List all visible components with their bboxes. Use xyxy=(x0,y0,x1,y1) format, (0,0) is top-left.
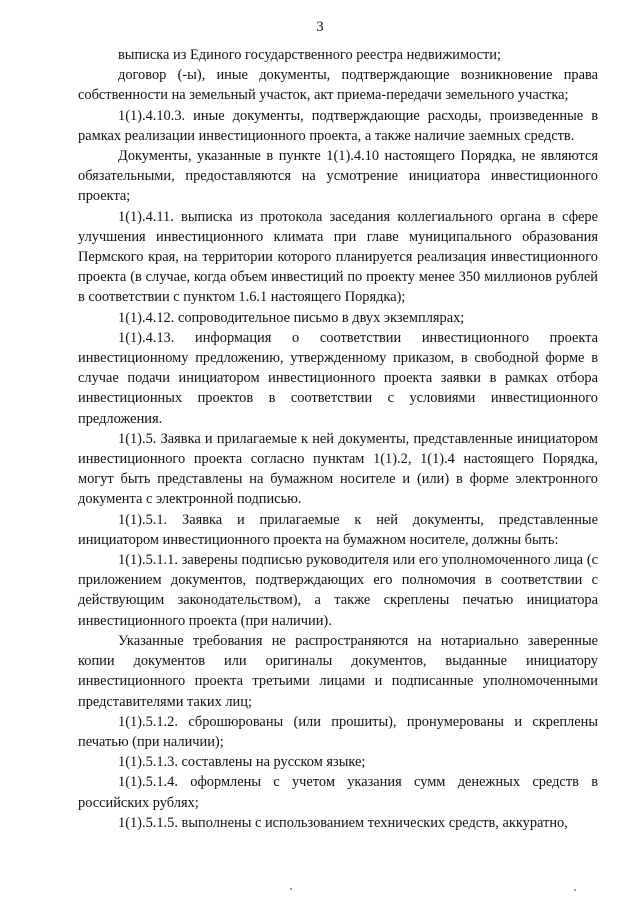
paragraph: 1(1).4.13. информация о соответствии инвестиционного проекта инвестиционному предложению, утвержденному приказом, в свободной форме в случае подачи инициатором инвестиционного проекта заявки в рамках отбора инвестиционных проектов в соответствии с условиями инвестиционного предложения. xyxy=(78,329,598,427)
paragraph: 1(1).5.1. Заявка и прилагаемые к ней документы, представленные инициатором инвестиционного проекта на бумажном носителе, должны быть: xyxy=(78,511,598,548)
scan-speck xyxy=(574,889,576,891)
paragraph: 1(1).4.11. выписка из протокола заседания коллегиального органа в сфере улучшения инвестиционного климата при главе муниципального образования Пермского края, на территории которого планируется реализация инвестиционного проекта (в случае, когда объем инвестиций по проекту менее 350 миллионов рублей в соответствии с пунктом 1.6.1 настоящего Порядка); xyxy=(78,208,598,306)
paragraph: 1(1).5. Заявка и прилагаемые к ней документы, представленные инициатором инвестиционного проекта согласно пунктам 1(1).2, 1(1).4 настоящего Порядка, могут быть представлены на бумажном носителе и (или) в форме электронного документа с электронной подписью. xyxy=(78,430,598,508)
document-body xyxy=(78,45,598,833)
paragraph: 1(1).5.1.3. составлены на русском языке; xyxy=(118,754,366,771)
paragraph: выписка из Единого государственного реестра недвижимости; xyxy=(118,47,501,63)
paragraph: 1(1).4.12. сопроводительное письмо в двух экземплярах; xyxy=(118,309,465,326)
paragraph: 1(1).5.1.2. сброшюрованы (или прошиты), пронумерованы и скреплены печатью (при наличии); xyxy=(78,713,598,750)
paragraph: 1(1).5.1.4. оформлены с учетом указания сумм денежных средств в российских рублях; xyxy=(78,774,598,811)
paragraph: Указанные требования не распространяются на нотариально заверенные копии документов или оригиналы документов, выданные инициатору инвестиционного проекта третьими лицами и подписанные уполномоченными представителями таких лиц; xyxy=(78,632,598,710)
paragraph: 1(1).5.1.1. заверены подписью руководителя или его уполномоченного лица (с приложением документов, подтверждающих его полномочия в соответствии с действующим законодательством), а также скреплены печатью инициатора инвестиционного проекта (при наличии). xyxy=(78,552,598,629)
paragraph: 1(1).4.10.3. иные документы, подтверждающие расходы, произведенные в рамках реализации инвестиционного проекта, а также наличие заемных средств. xyxy=(78,107,598,144)
scan-speck xyxy=(290,888,292,890)
paragraph: договор (-ы), иные документы, подтверждающие возникновение права собственности на земельный участок, акт приема-передачи земельного участка; xyxy=(78,67,598,104)
page-number: 3 xyxy=(316,19,324,35)
paragraph: 1(1).5.1.5. выполнены с использованием технических средств, аккуратно, xyxy=(118,814,568,831)
paragraph: Документы, указанные в пункте 1(1).4.10 настоящего Порядка, не являются обязательными, предоставляются на усмотрение инициатора инвестиционного проекта; xyxy=(78,148,598,205)
